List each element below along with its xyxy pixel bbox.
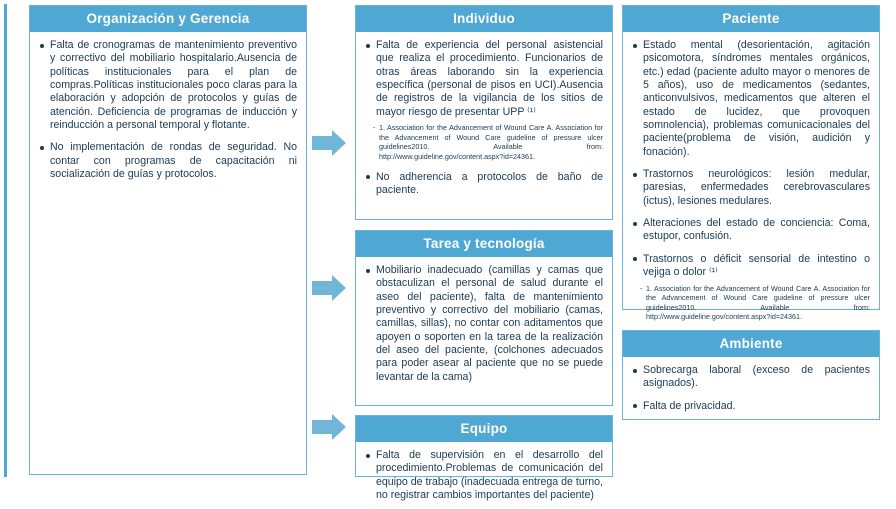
panel-individuo-body	[356, 32, 612, 204]
panel-paciente	[622, 5, 880, 322]
list-item: No implementación de rondas de seguridad. No contar con programas de capacitación ni socialización de guías y protocolos.	[39, 141, 297, 181]
panel-individuo	[355, 5, 613, 220]
panel-individuo-title: Individuo	[356, 6, 612, 32]
panel-organizacion-title: Organización y Gerencia	[30, 6, 306, 32]
list-item: Alteraciones del estado de conciencia: Coma, estupor, confusión.	[632, 217, 870, 244]
footnote: - 1. Association for the Advancement of Wound Care A. Association for the Advancement of Wound Care guideline of pressure ulcer guidelines2010. Available from: http://www.guideline.gov/content.aspx?id=24361.	[640, 284, 870, 323]
panel-paciente-title: Paciente	[623, 6, 879, 32]
panel-ambiente	[622, 330, 880, 420]
list-item: Falta de privacidad.	[632, 400, 870, 413]
panel-equipo-body	[356, 442, 612, 509]
panel-organizacion-body	[30, 32, 306, 188]
list-item: Trastornos o déficit sensorial de intestino o vejiga o dolor ⁽¹⁾	[632, 253, 870, 280]
list-item: Falta de cronogramas de mantenimiento preventivo y correctivo del mobiliario hospitalario.Ausencia de políticas institucionales para el plan de compras.Políticas institucionales poco claras para la elaboración y adopción de protocolos y guías de atención. Deficiencia de programas de inducción y reinducción a personal temporal y flotante.	[39, 39, 297, 132]
list-item: No adherencia a protocolos de baño de paciente.	[365, 171, 603, 198]
list-item: Mobiliario inadecuado (camillas y camas que obstaculizan el personal de salud durante el aseo del paciente), falta de mantenimiento preventivo y correctivo del mobiliario (camas, camillas, sillas), no contar con aditamentos que apoyen o soporten en la tarea de la realización del aseo del paciente, (colchones adecuados para poder asear al paciente que no se puede levantar de la cama)	[365, 264, 603, 384]
list-item: Sobrecarga laboral (exceso de pacientes asignados).	[632, 364, 870, 391]
list-item: Falta de supervisión en el desarrollo del procedimiento.Problemas de comunicación del equipo de trabajo (inadecuada entrega de turno, no registrar cambios importantes del paciente)	[365, 449, 603, 502]
panel-organizacion	[29, 5, 307, 475]
panel-tarea-tecnologia-body	[356, 257, 612, 391]
left-accent-line	[4, 4, 7, 477]
panel-paciente-body	[623, 32, 879, 329]
panel-tarea-tecnologia	[355, 230, 613, 406]
arrow-individuo	[312, 130, 346, 156]
panel-equipo-title: Equipo	[356, 416, 612, 442]
panel-ambiente-title: Ambiente	[623, 331, 879, 357]
arrow-equipo	[312, 414, 346, 440]
list-item: Estado mental (desorientación, agitación psicomotora, síndromes mentales orgánicos, etc.) edad (paciente adulto mayor o menores de 5 años), uso de medicamentos (sedantes, anticonvulsivos, medicamentos que alteren el estado de lucidez, que provoquen somnolencia), problemas comunicacionales del paciente(problema de visión, audición y fonación).	[632, 39, 870, 159]
panel-ambiente-body	[623, 357, 879, 420]
panel-tarea-tecnologia-title: Tarea y tecnología	[356, 231, 612, 257]
arrow-tarea	[312, 275, 346, 301]
panel-equipo	[355, 415, 613, 502]
list-item: Trastornos neurológicos: lesión medular, paresias, enfermedades cerebrovasculares (ictus), lesiones medulares.	[632, 168, 870, 208]
footnote: - 1. Association for the Advancement of Wound Care A. Association for the Advancement of Wound Care guideline of pressure ulcer guidelines2010. Available from: http://www.guideline.gov/content.aspx?id=24361.	[373, 123, 603, 162]
list-item: Falta de experiencia del personal asistencial que realiza el procedimiento. Funcionarios de otras áreas laborando sin la experiencia específica (personal de pisos en UCI).Ausencia de registros de la vigilancia de los sitios de mayor riesgo de presentar UPP ⁽¹⁾	[365, 39, 603, 119]
